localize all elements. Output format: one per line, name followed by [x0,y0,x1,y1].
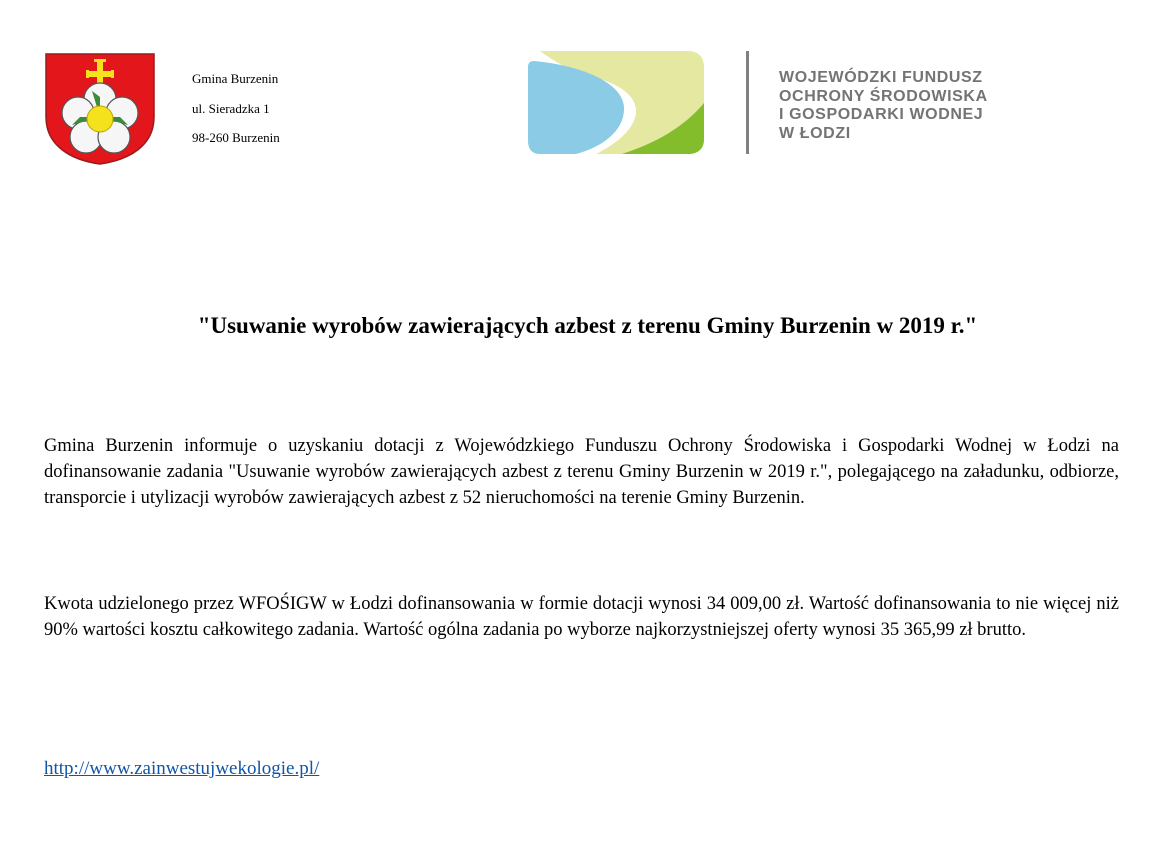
fund-name-line-2: OCHRONY ŚRODOWISKA [779,87,988,105]
fund-name-line-4: W ŁODZI [779,124,851,142]
fund-name [779,69,988,143]
logo-divider [746,51,749,154]
municipality-address [192,64,280,153]
paragraph-grant-info: Gmina Burzenin informuje o uzyskaniu dotacji z Wojewódzkiego Funduszu Ochrony Środowiska i Gospodarki Wodnej w Łodzi na dofinansowanie zadania "Usuwanie wyrobów zawierających azbest z terenu Gminy Burzenin w 2019 r.", polegającego na załadunku, odbiorze, transporcie i utylizacji wyrobów zawierających azbest z 52 nieruchomości na terenie Gminy Burzenin. [44,436,1119,508]
wfosigw-logo-icon [526,51,706,154]
paragraph-grant-amount: Kwota udzielonego przez WFOŚIGW w Łodzi dofinansowania w formie dotacji wynosi 34 009,00 zł. Wartość dofinansowania to nie więcej niż 90% wartości kosztu całkowitego zadania. Wartość ogólna zadania po wyborze najkorzystniejszej oferty wynosi 35 365,99 zł brutto. [44,594,1119,640]
address-line-street: ul. Sieradzka 1 [192,100,270,116]
address-line-name: Gmina Burzenin [192,71,279,86]
burzenin-coat-of-arms-icon [42,51,158,165]
document-title: "Usuwanie wyrobów zawierających azbest z terenu Gminy Burzenin w 2019 r." [197,313,978,338]
website-link[interactable]: http://www.zainwestujwekologie.pl/ [44,758,320,779]
fund-name-line-3: I GOSPODARKI WODNEJ [779,106,984,123]
fund-name-line-1: WOJEWÓDZKI FUNDUSZ [779,69,983,86]
address-line-postal: 98-260 Burzenin [192,130,280,145]
